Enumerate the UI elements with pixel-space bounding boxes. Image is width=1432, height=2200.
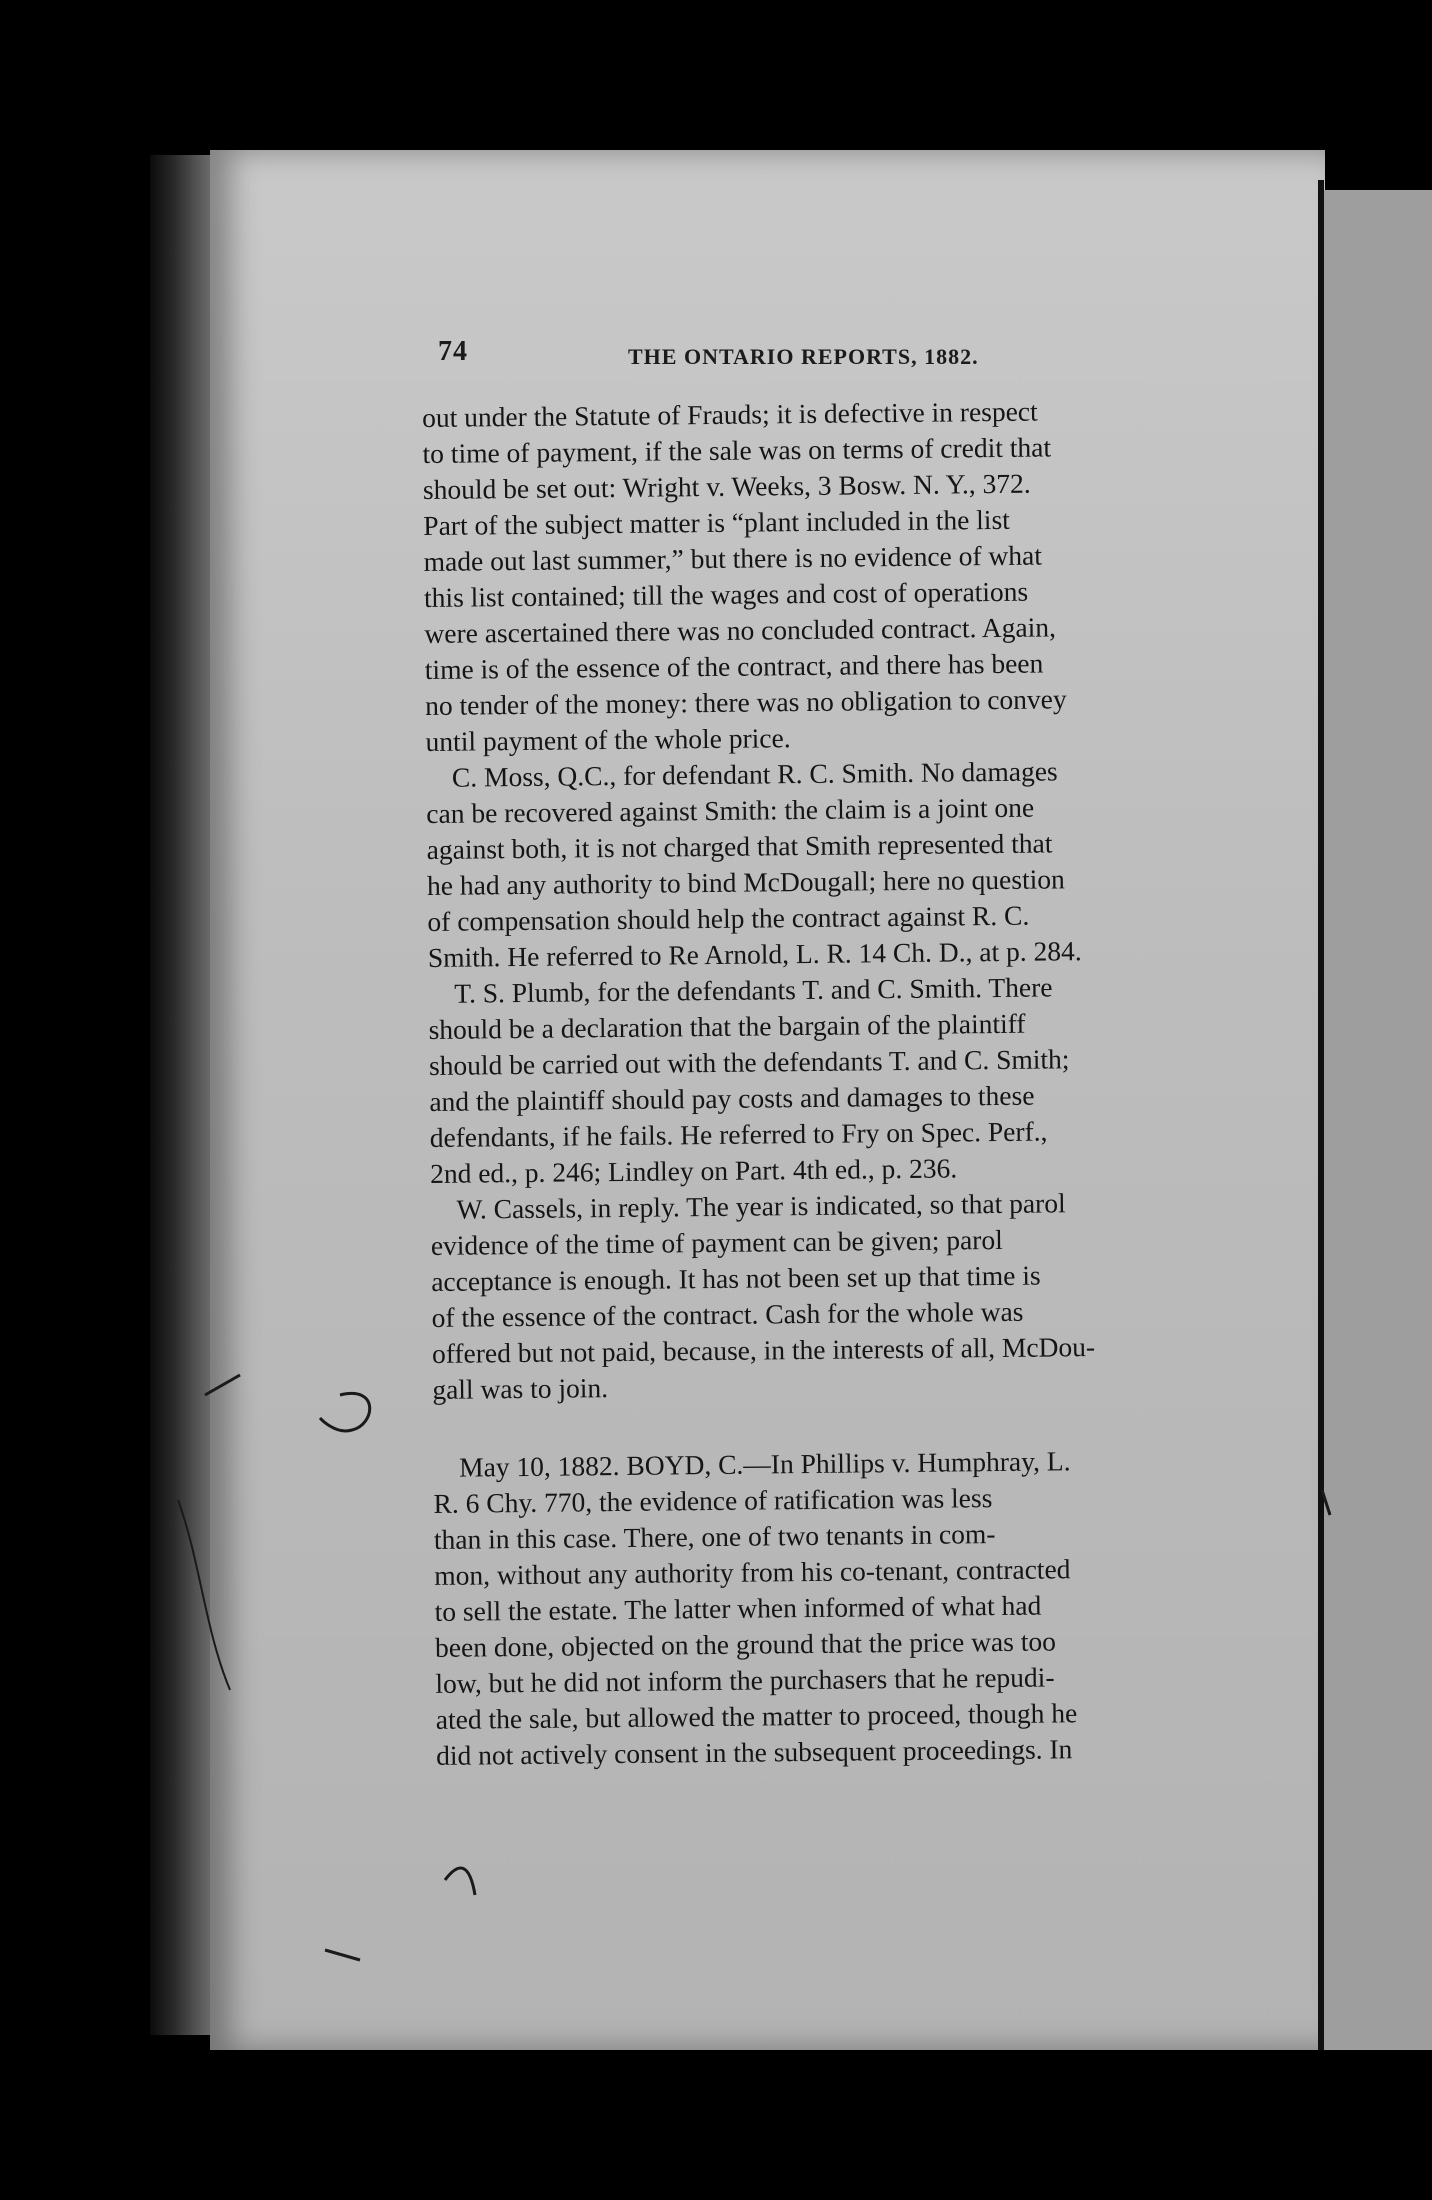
text-line: T. S. Plumb, for the defendants T. and C. Smith. There	[454, 971, 1053, 1009]
page-number: 74	[438, 336, 468, 367]
text-line: should be carried out with the defendants T. and C. Smith;	[428, 1043, 1070, 1081]
text-line: mon, without any authority from his co-tenant, contracted	[434, 1553, 1071, 1591]
text-line: defendants, if he fails. He referred to Fry on Spec. Perf.,	[429, 1115, 1048, 1153]
text-line: ated the sale, but allowed the matter to proceed, though he	[435, 1697, 1078, 1735]
text-line: should be set out: Wright v. Weeks, 3 Bosw. N. Y., 372.	[422, 467, 1031, 505]
text-line: W. Cassels, in reply. The year is indicated, so that parol	[456, 1187, 1066, 1225]
text-line: low, but he did not inform the purchasers that he repudi-	[435, 1661, 1055, 1699]
paragraph	[426, 752, 1188, 976]
text-line: can be recovered against Smith: the claim is a joint one	[426, 791, 1035, 829]
text-line: did not actively consent in the subsequent proceedings. In	[436, 1733, 1073, 1771]
text-line: than in this case. There, one of two tenants in com-	[433, 1518, 996, 1555]
text-line: R. 6 Chy. 770, the evidence of ratification was less	[433, 1482, 993, 1519]
text-line: of the essence of the contract. Cash for the whole was	[431, 1295, 1024, 1333]
text-line: gall was to join.	[432, 1372, 609, 1405]
text-line: made out last summer,” but there is no evidence of what	[423, 539, 1043, 577]
body-text	[422, 392, 1196, 1774]
text-line: no tender of the money: there was no obligation to convey	[425, 683, 1067, 721]
paragraph	[422, 392, 1186, 760]
text-line: Part of the subject matter is “plant included in the list	[423, 503, 1010, 541]
paragraph	[428, 968, 1190, 1192]
text-line: acceptance is enough. It has not been set up that time is	[431, 1259, 1041, 1297]
text-line: offered but not paid, because, in the interests of all, McDou-	[431, 1331, 1096, 1369]
text-line: May 10, 1882. BOYD, C.—In Phillips v. Humphray, L.	[459, 1445, 1071, 1483]
text-line: against both, it is not charged that Smith represented that	[426, 827, 1053, 865]
text-line: C. Moss, Q.C., for defendant R. C. Smith. No damages	[451, 755, 1058, 793]
running-head: THE ONTARIO REPORTS, 1882.	[628, 344, 979, 369]
text-line: been done, objected on the ground that the price was too	[434, 1625, 1057, 1663]
text-line: of compensation should help the contract against R. C.	[427, 899, 1030, 937]
text-line: to sell the estate. The latter when informed of what had	[434, 1589, 1042, 1627]
text-line: he had any authority to bind McDougall; here no question	[426, 863, 1065, 901]
paragraph	[433, 1442, 1196, 1774]
text-line: to time of payment, if the sale was on terms of credit that	[422, 431, 1052, 469]
text-line: evidence of the time of payment can be given; parol	[430, 1223, 1003, 1261]
text-line: 2nd ed., p. 246; Lindley on Part. 4th ed., p. 236.	[429, 1152, 958, 1189]
facing-page-edge	[1324, 190, 1432, 2050]
text-line: should be a declaration that the bargain of the plaintiff	[428, 1007, 1026, 1045]
paragraph	[430, 1184, 1192, 1408]
text-line: this list contained; till the wages and cost of operations	[423, 575, 1029, 613]
text-line: time is of the essence of the contract, and there has been	[424, 647, 1044, 685]
text-line: until payment of the whole price.	[425, 722, 791, 757]
page-gutter-line	[1318, 180, 1324, 2050]
text-line: were ascertained there was no concluded contract. Again,	[424, 611, 1057, 649]
text-line: out under the Statute of Frauds; it is defective in respect	[422, 395, 1038, 433]
text-line: Smith. He referred to Re Arnold, L. R. 14 Ch. D., at p. 284.	[427, 935, 1082, 973]
text-line: and the plaintiff should pay costs and damages to these	[429, 1079, 1035, 1117]
